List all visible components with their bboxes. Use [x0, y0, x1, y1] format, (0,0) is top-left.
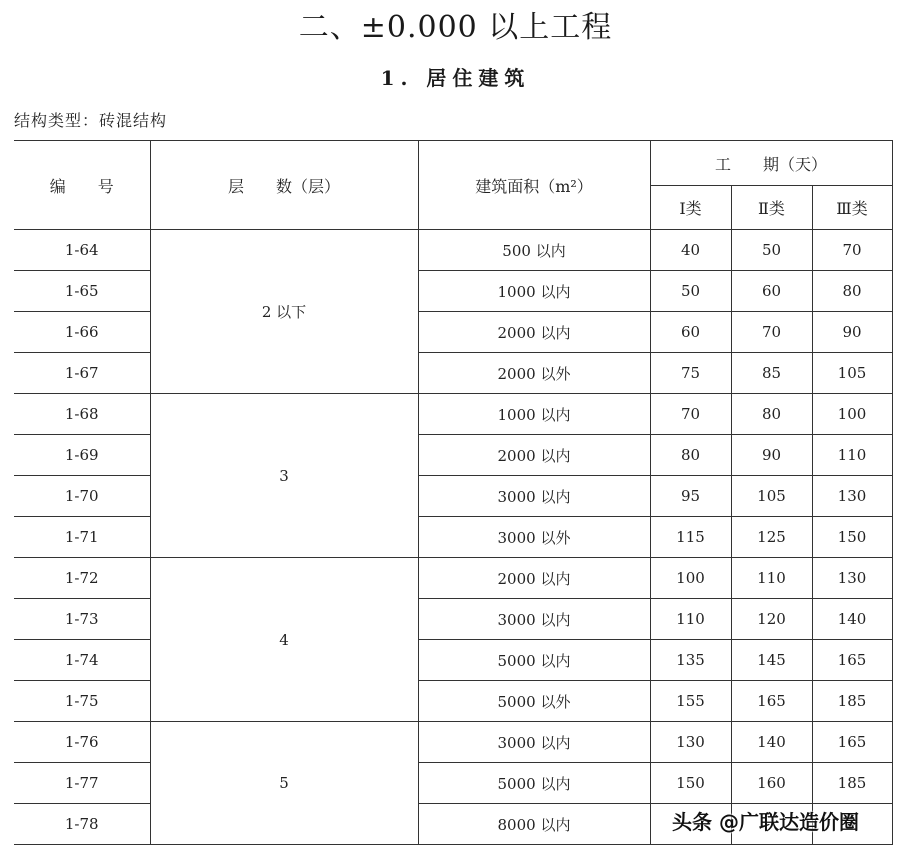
cell-area: 3000 以内	[418, 722, 650, 763]
table-row	[14, 599, 892, 640]
table-row	[14, 517, 892, 558]
cell-class-1: 40	[650, 230, 731, 271]
cell-class-1: 155	[650, 681, 731, 722]
cell-number: 1-75	[14, 681, 150, 722]
cell-class-2: 90	[731, 435, 812, 476]
cell-number: 1-65	[14, 271, 150, 312]
cell-area: 1000 以内	[418, 271, 650, 312]
cell-class-3: 110	[812, 435, 892, 476]
cell-number: 1-74	[14, 640, 150, 681]
cell-area: 5000 以外	[418, 681, 650, 722]
cell-number: 1-68	[14, 394, 150, 435]
watermark: 头条 @广联达造价圈	[672, 810, 859, 834]
cell-number: 1-71	[14, 517, 150, 558]
cell-class-1: 100	[650, 558, 731, 599]
cell-number: 1-76	[14, 722, 150, 763]
cell-class-1: 80	[650, 435, 731, 476]
cell-floors: 5	[150, 722, 418, 845]
cell-class-2: 125	[731, 517, 812, 558]
cell-class-3: 185	[812, 681, 892, 722]
table-row	[14, 681, 892, 722]
cell-class-3: 130	[812, 558, 892, 599]
section-subtitle: 1. 居住建筑	[380, 66, 531, 90]
table-row	[14, 640, 892, 681]
table-row	[14, 435, 892, 476]
cell-floors: 3	[150, 394, 418, 558]
structure-type-label: 结构类型：砖混结构	[14, 111, 168, 130]
cell-class-1: 150	[650, 763, 731, 804]
cell-class-3: 140	[812, 599, 892, 640]
cell-class-1: 70	[650, 394, 731, 435]
cell-class-1: 75	[650, 353, 731, 394]
cell-class-3: 90	[812, 312, 892, 353]
cell-class-2: 120	[731, 599, 812, 640]
cell-class-2: 145	[731, 640, 812, 681]
page-title: 二、±0.000 以上工程	[298, 10, 613, 45]
cell-floors: 2 以下	[150, 230, 418, 394]
cell-class-2: 105	[731, 476, 812, 517]
table-row	[14, 476, 892, 517]
cell-class-3: 185	[812, 763, 892, 804]
cell-class-3: 105	[812, 353, 892, 394]
table-row	[14, 312, 892, 353]
header-number: 编 号	[14, 141, 150, 230]
cell-class-1: 95	[650, 476, 731, 517]
cell-class-1: 50	[650, 271, 731, 312]
cell-area: 3000 以内	[418, 599, 650, 640]
table-row	[14, 353, 892, 394]
header-class-3: Ⅲ类	[812, 186, 892, 230]
cell-class-2: 70	[731, 312, 812, 353]
cell-number: 1-73	[14, 599, 150, 640]
construction-period-table	[14, 140, 893, 845]
cell-number: 1-78	[14, 804, 150, 845]
cell-number: 1-70	[14, 476, 150, 517]
cell-number: 1-66	[14, 312, 150, 353]
table-row	[14, 394, 892, 435]
cell-class-1: 135	[650, 640, 731, 681]
cell-class-3: 165	[812, 722, 892, 763]
cell-area: 3000 以内	[418, 476, 650, 517]
cell-area: 2000 以内	[418, 435, 650, 476]
cell-class-1: 60	[650, 312, 731, 353]
cell-number: 1-69	[14, 435, 150, 476]
cell-class-1: 130	[650, 722, 731, 763]
cell-area: 500 以内	[418, 230, 650, 271]
cell-number: 1-72	[14, 558, 150, 599]
header-floors: 层 数（层）	[150, 141, 418, 230]
cell-number: 1-77	[14, 763, 150, 804]
cell-number: 1-64	[14, 230, 150, 271]
cell-area: 2000 以内	[418, 558, 650, 599]
header-period: 工 期（天）	[650, 141, 892, 186]
cell-class-3: 100	[812, 394, 892, 435]
header-class-1: Ⅰ类	[650, 186, 731, 230]
cell-class-1: 115	[650, 517, 731, 558]
cell-area: 1000 以内	[418, 394, 650, 435]
cell-class-2: 60	[731, 271, 812, 312]
cell-class-2: 140	[731, 722, 812, 763]
cell-area: 8000 以内	[418, 804, 650, 845]
table-row	[14, 763, 892, 804]
cell-class-3: 165	[812, 640, 892, 681]
cell-area: 3000 以外	[418, 517, 650, 558]
cell-number: 1-67	[14, 353, 150, 394]
cell-area: 2000 以内	[418, 312, 650, 353]
table-row	[14, 722, 892, 763]
cell-floors: 4	[150, 558, 418, 722]
table-body	[14, 230, 892, 845]
header-area: 建筑面积（m²）	[418, 141, 650, 230]
cell-class-2: 50	[731, 230, 812, 271]
cell-class-2: 110	[731, 558, 812, 599]
cell-class-3: 130	[812, 476, 892, 517]
cell-class-3: 70	[812, 230, 892, 271]
header-class-2: Ⅱ类	[731, 186, 812, 230]
cell-class-3: 80	[812, 271, 892, 312]
table-row	[14, 558, 892, 599]
cell-area: 2000 以外	[418, 353, 650, 394]
cell-class-2: 85	[731, 353, 812, 394]
cell-area: 5000 以内	[418, 763, 650, 804]
table-row	[14, 230, 892, 271]
cell-class-3: 150	[812, 517, 892, 558]
cell-area: 5000 以内	[418, 640, 650, 681]
cell-class-2: 80	[731, 394, 812, 435]
cell-class-2: 165	[731, 681, 812, 722]
table-row	[14, 271, 892, 312]
cell-class-2: 160	[731, 763, 812, 804]
cell-class-1: 110	[650, 599, 731, 640]
